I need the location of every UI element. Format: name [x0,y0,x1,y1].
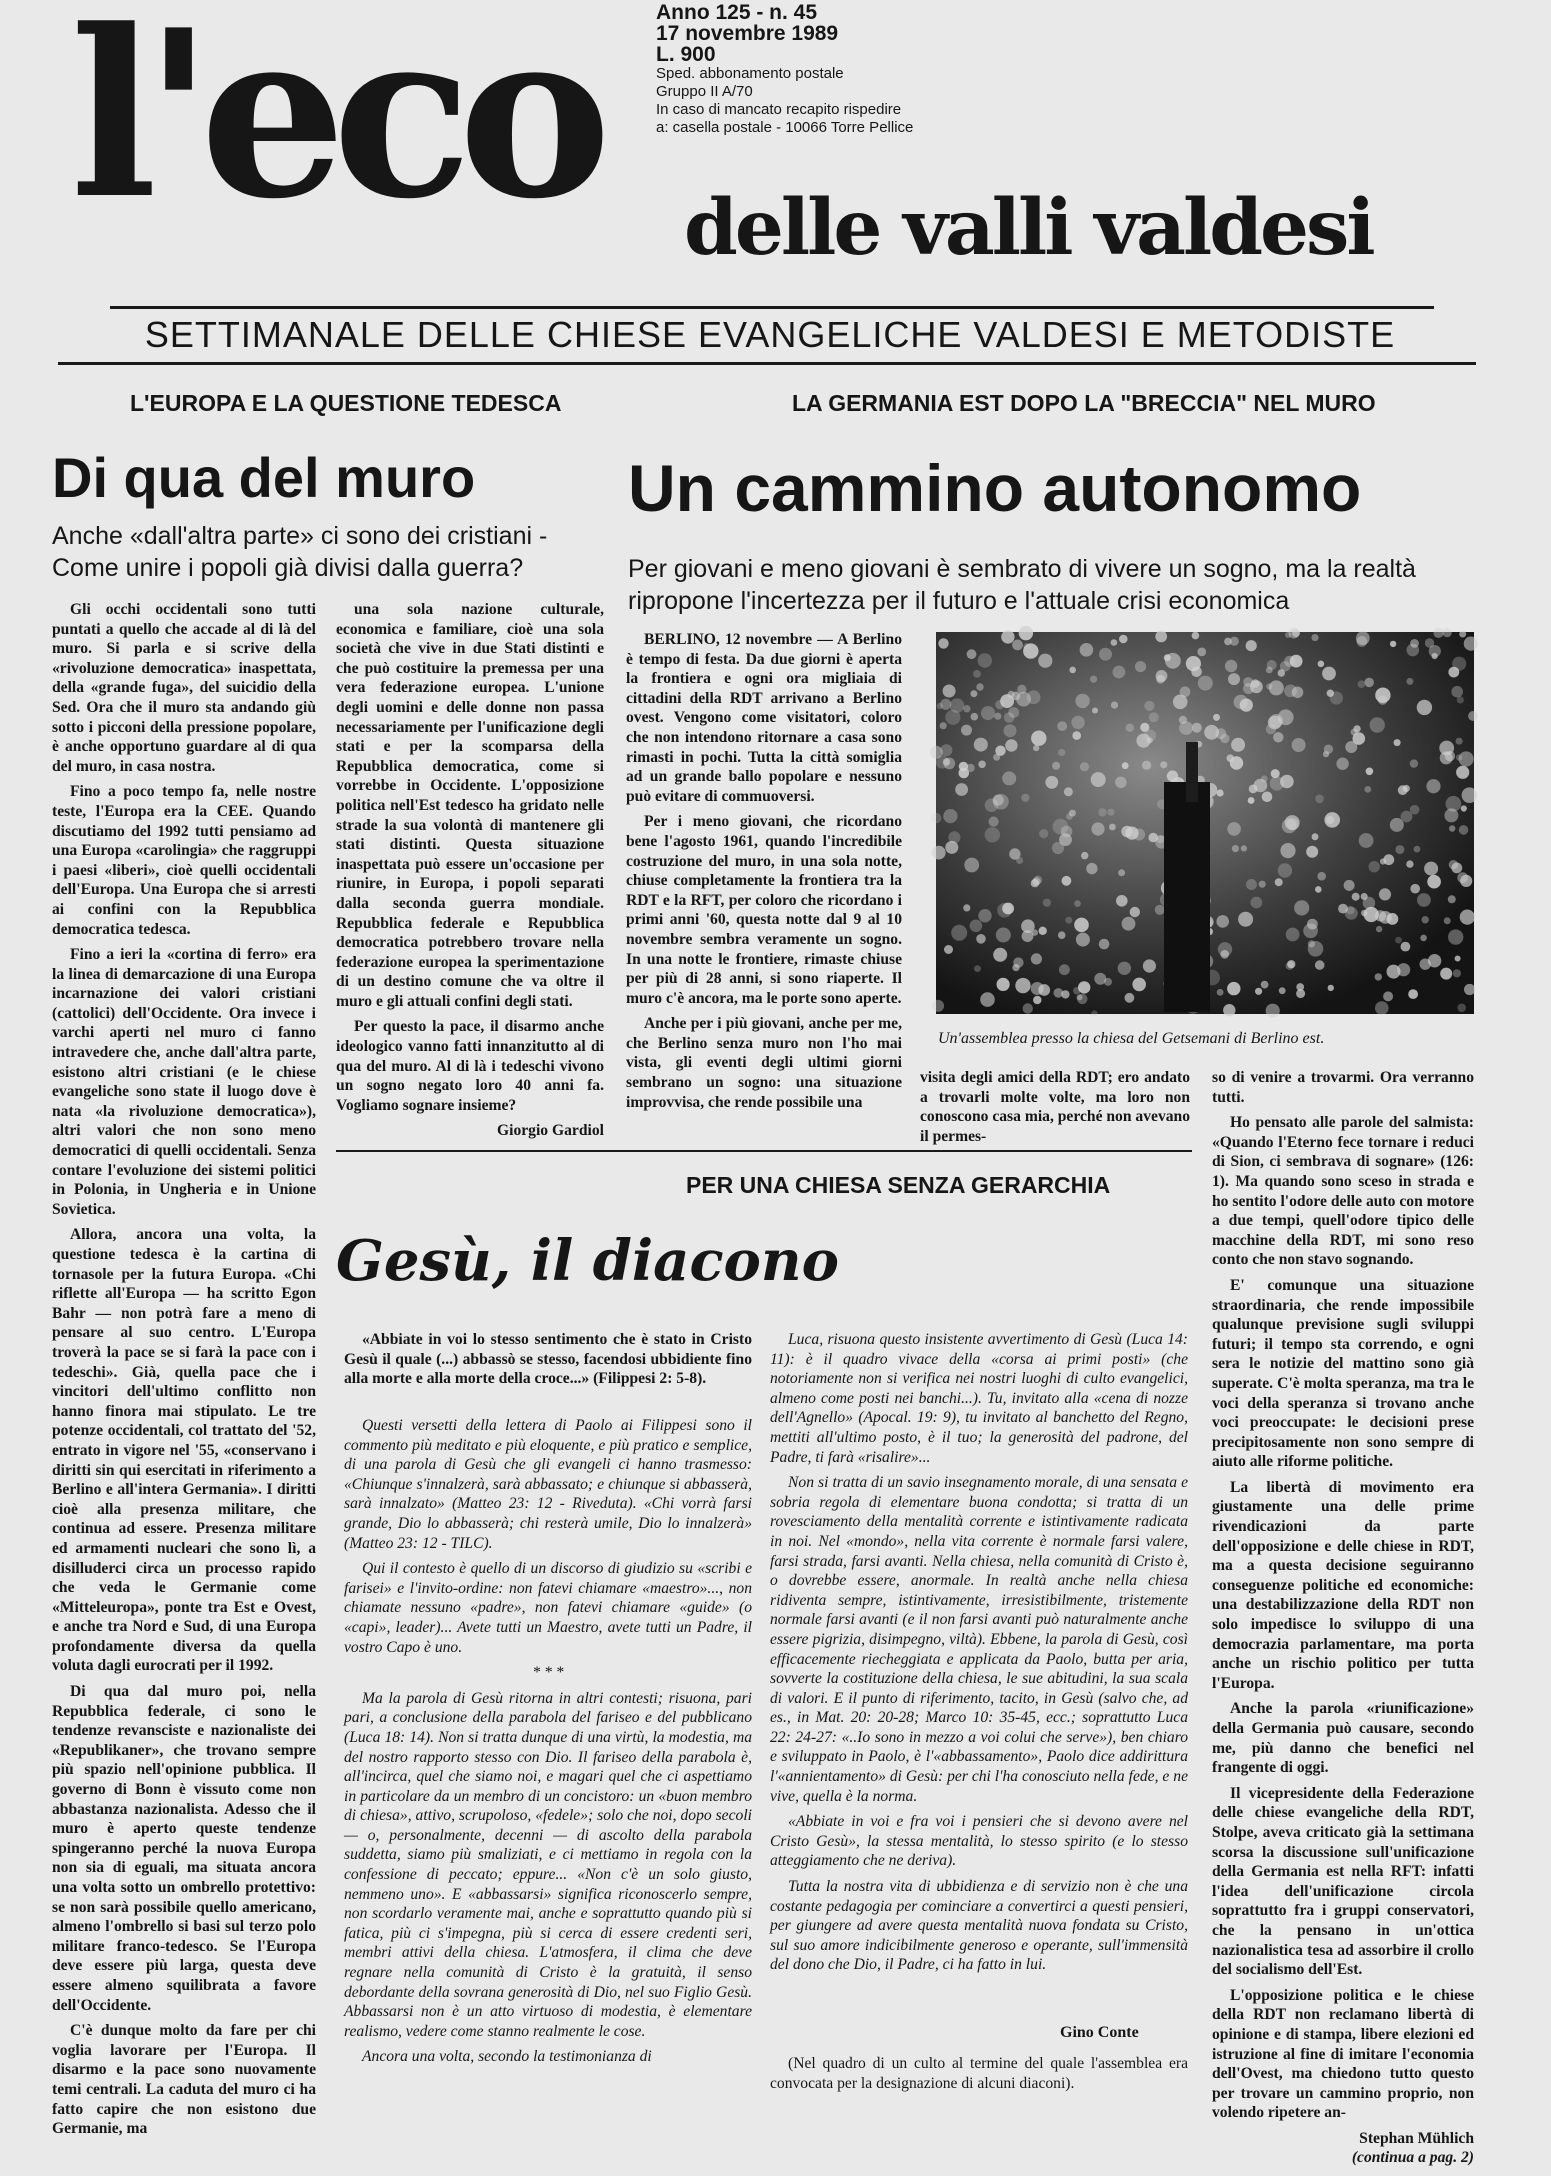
photo-caption: Un'assemblea presso la chiesa del Getsemani di Berlino est. [938,1030,1325,1047]
article3-column-2 [770,1330,1188,2010]
article2-col1-p: Per i meno giovani, che ricordano bene l'agosto 1961, quando l'incredibile costruzione del muro, in una sola notte, chiuse completamente la frontiera tra la RDT e la RFT, per coloro che ricordano i primi anni '60, questa notte dal 9 al 10 novembre sembra veramente un sogno. In una notte le frontiere, rimaste chiuse per più di 28 anni, si sono riaperte. Il muro c'è ancora, ma le porte sono aperte. [626,813,902,1007]
article2-col3-p: La libertà di movimento era giustamente una delle prime rivendicazioni da parte dell'opposizione e delle chiese in RDT, ma a questa decisione seguiranno conseguenze politiche ed economiche: una destabilizzazione della RDT non solo impedisce lo sviluppo di una democrazia parlamentare, ma porta anche un rischio politico per tutta l'Europa. [1212,1478,1474,1692]
masthead-rule-top [110,306,1434,309]
masthead-rule-bottom [58,362,1476,365]
assembly-photo [936,632,1474,1014]
article2-col3-p: Anche la parola «riunificazione» della Germania può causare, secondo me, più danno che benefici nel frangente di oggi. [1212,1700,1474,1777]
postal-line-2: Gruppo II A/70 [656,83,753,100]
article1-col2-p: una sola nazione culturale, economica e familiare, cioè una sola società che vive in due Stati distinti e che può costituire la premessa per una vera federazione europea. L'unione degli uomini e delle donne non passa necessariamente per l'unificazione degli stati e per la scomparsa della Repubblica democratica, come si vorrebbe in Occidente. L'opposizione politica nell'Est tedesco ha gridato nelle strade la sua volontà di mantenere gli stati distinti. Questa situazione inaspettata può essere un'occasione per riunire, in Europa, i popoli separati dalla seconda guerra mondiale. Repubblica federale e Repubblica democratica potrebbero trovare nella federazione europea la sperimentazione di un destino comune che va oltre il muro e gli attuali confini degli stati. [336,601,604,1010]
article3-title: Gesù, il diacono [336,1228,839,1294]
article3-col2-p: Luca, risuona questo insistente avvertimento di Gesù (Luca 14: 11): è il quadro vivace della «corsa ai primi posti» (che notoriamente non si verifica nei nostri luoghi di culto evangelici, almeno come posti nei banchi...). Tu, invitato alla «cena di nozze dell'Agnello» (Apocal. 19: 9), tu invitato al banchetto del Regno, mettiti all'ultimo posto, è il tuo; la generosità del padrone, del Padre, ti farà «risalire»... [770,1331,1188,1466]
article1-author: Giorgio Gardiol [497,1122,604,1140]
article3-note [770,2054,1188,2134]
article3-col1-p: Ma la parola di Gesù ritorna in altri contesti; risuona, pari pari, a conclusione della parabola del fariseo e del pubblicano (Luca 18: 14). Non si tratta dunque di una virtù, la modestia, ma del nostro rapporto stesso con Dio. Il fariseo della parabola è, all'incirca, quel che siamo noi, e magari quel che ci aspettiamo in particolare da un membro di un concistoro: un «buon membro di chiesa», attivo, scrupoloso, «fedele»; solo che noi, dopo secoli — o, personalmente, decenni — di ascolto della parabola suddetta, siamo più smaliziati, e ci mettiamo in regola con la confessione di peccato; eppure... «Non c'è un solo giusto, nemmeno uno». E «abbassarsi» significa riconoscerlo sempre, non scordarlo veramente mai, anche e soprattutto quando più si fatica, più ci s'impegna, più si cerca di essere credenti seri, membri attivi della chiesa. L'atmosfera, il clima che deve regnare nella comunità di Cristo è la gratuità, il senso debordante della sovrana generosità di Dio, nel suo Figlio Gesù. Abbassarsi non è un atto virtuoso di modestia, è elementare realismo, vedere come stanno realmente le cose. [344,1689,752,2040]
issue-number: Anno 125 - n. 45 [656,1,818,24]
article2-column-2 [920,1068,1190,1148]
article3-col1-p: Ancora una volta, secondo la testimonianza di [362,2048,652,2066]
article3-epigraph [344,1330,752,1400]
article1-column-2 [336,600,604,1140]
article1-col1-p: Allora, ancora una volta, la questione tedesca è la cartina di tornasole per la futura Europa. «Chi riflette all'Europa — ha scritto Egon Bahr — non potrà fare a meno di pensare al suo centro. L'Europa troverà la pace se si farà la pace con i tedeschi». Già, quella pace che i vincitori dell'ultimo conflitto non hanno finora mai stipulato. Le tre potenze occidentali, col trattato del '52, entrato in vigore nel '55, «conservano i diritti sin qui esercitati in riferimento a Berlino e all'intera Germania». I diritti cioè alla presenza militare, che continua ad essere. Presenza militare ed armamenti nucleari che sono lì, a disilluderci circa un processo rapido che veda le Germanie come «Mitteleuropa», ponte tra Est e Ovest, e anche tra Nord e Sud, di una Europa profondamente diversa da quella voluta dagli eurocrati per il 1992. [52,1226,316,1675]
article1-title: Di qua del muro [52,446,476,509]
article3-col1-p: Questi versetti della lettera di Paolo ai Filippesi sono il commento più meditato e più eloquente, e più pratico e semplice, di una parola di Gesù che gli evangeli ci hanno trasmesso: «Chiunque s'innalzerà, sarà abbassato; e chiunque si abbasserà, sarà innalzato» (Matteo 23: 12 - Riveduta). «Chi vorrà farsi grande, Dio lo abbasserà; chi resterà umile, Dio lo innalzerà» (Matteo 23: 12 - TILC). [344,1417,752,1552]
article2-col1-p: Anche per i più giovani, anche per me, che Berlino senza muro non l'ho mai vista, gli eventi degli ultimi giorni sembrano un sogno: una situazione improvvisa, che rende possibile una [626,1015,902,1111]
masthead-logo: l'eco [70,0,598,250]
article1-column-1 [52,600,316,2138]
article3-note-text: (Nel quadro di un culto al termine del quale l'assemblea era convocata per la designazione di alcuni diaconi). [770,2055,1188,2092]
postal-line-3: In caso di mancato recapito rispedire [656,101,902,118]
section-separator: * * * [532,1664,564,1682]
article2-col3-p: E' comunque una situazione straordinaria, che rende impossibile qualunque previsione sugli sviluppi futuri; il tempo sta correndo, e ogni sera le notizie del mattino sono già superate. C'è molta speranza, ma tra le voci della speranza si trovano anche voci preoccupate: le decisioni prese precipitosamente non sono sempre di aiuto alle riforme politiche. [1212,1276,1474,1471]
article2-author: Stephan Mühlich [1359,2129,1474,2147]
article3-col2-p: «Abbiate in voi e fra voi i pensieri che si devono avere nel Cristo Gesù», la stessa mentalità, lo stesso spirito (e lo stesso atteggiamento che ne deriva). [770,1813,1188,1870]
postal-line-1: Sped. abbonamento postale [656,65,844,82]
article2-col1-p: BERLINO, 12 novembre — A Berlino è tempo di festa. Da due giorni è aperta la frontiera e ogni ora migliaia di cittadini della RDT arrivano a Berlino ovest. Vengono come visitatori, coloro che non intendono ritornare a casa sono rimasti in pochi. Tutta la città somiglia ad un grande ballo popolare e nessuno può evitare di commuoversi. [626,631,902,805]
article1-kicker: L'EUROPA E LA QUESTIONE TEDESCA [130,390,562,416]
article1-col1-p: C'è dunque molto da fare per chi voglia lavorare per l'Europa. Il disarmo e la pace sono nuovamente temi centrali. La caduta del muro ci ha fatto capire che non esistono due Germanie, ma [52,2022,316,2138]
article2-kicker: LA GERMANIA EST DOPO LA "BRECCIA" NEL MURO [792,390,1376,416]
article2-col3-p: Il vicepresidente della Federazione delle chiese evangeliche della RDT, Stolpe, aveva criticato già la settimana scorsa la discussione sull'unificazione della Germania est nella RFT: infatti l'idea dell'unificazione circola soprattutto fra i gruppi conservatori, che la pensano in un'ottica nazionalistica tesa ad assorbire il crollo del socialismo dell'Est. [1212,1784,1474,1979]
article2-column-1 [626,630,902,1140]
article2-col3-p: Ho pensato alle parole del salmista: «Quando l'Eterno fece tornare i reduci di Sion, ci sembrava di sognare» (126: 1). Ma quando sono sceso in strada e ho sentito l'odore delle auto con motore a due tempi, quell'odore tipico delle macchine della RDT, mi sono reso conto che non stavo sognando. [1212,1114,1474,1269]
article1-col1-p: Di qua dal muro poi, nella Repubblica federale, ci sono le tendenze revansciste e nazionaliste dei «Republikaner», che trovano sempre più spazio nell'opinione pubblica. Il governo di Bonn è vissuto come non abbastanza nazionalista. Adesso che il muro è aperto queste tendenze spingeranno perché la nuova Europa non sia di eguali, ma situata ancora una volta sotto un ombrello protettivo: se non sarà possibile quello americano, almeno l'ombrello si basi sul terzo polo militare franco-tedesco. Se l'Europa deve essere più larga, questa deve essere almeno squilibrata a favore dell'Occidente. [52,1683,316,2014]
article3-col1-p: Qui il contesto è quello di un discorso di giudizio su «scribi e farisei» e l'invito-ordine: non fatevi chiamare «maestro»..., non chiamate nessuno «padre», non fatevi chiamare «guide» (o «capi», leader)... Avete tutti un Maestro, avete tutti un Padre, il vostro Capo è uno. [344,1560,752,1656]
crowd-image [936,632,1474,1014]
article1-col1-p: Fino a poco tempo fa, nelle nostre teste, l'Europa era la CEE. Quando discutiamo del 1992 tutti pensiamo ad una Europa «carolingia» che raggruppi i paesi «liberi», cioè quelli occidentali dell'Europa. Una Europa che si arresti ai confini con la Repubblica democratica tedesca. [52,783,316,938]
article1-col1-p: Gli occhi occidentali sono tutti puntati a quello che accade al di là del muro. Si parla e si scrive della «rivoluzione democratica» inaspettata, della «grande fuga», del suicidio della Sed. Ora che il muro sta andando giù sotto i picconi della pressione popolare, è anche opportuno guardare al di qua del muro, in casa nostra. [52,601,316,775]
issue-price: L. 900 [656,43,716,66]
article1-col1-p: Fino a ieri la «cortina di ferro» era la linea di demarcazione di una Europa incarnazione dei valori cristiani (cattolici) dell'Occidente. Ora invece i varchi aperti nel muro ci fanno intravedere che, anche dall'altra parte, esistono altri cristiani (e le chiese evangeliche sono state il luogo dove è nata «la rivoluzione democratica»), altri valori che non sono meno democratici di quelli occidentali. Senza contare l'evoluzione dei sistemi politici in Polonia, in Ungheria e in Unione Sovietica. [52,946,316,1218]
continued-note: (continua a pag. 2) [1351,2149,1474,2167]
article2-title: Un cammino autonomo [628,451,1362,525]
article3-author: Gino Conte [1060,2024,1139,2041]
article3-rule [336,1150,1192,1152]
article2-col3-p: L'opposizione politica e le chiese della RDT non reclamano libertà di opinione e di stampa, libere elezioni ed istruzione al fine di imitare l'economia dell'Ovest, ma chiedono tutto questo per trovare un cammino proprio, non volendo ripetere an- [1212,1986,1474,2122]
article2-col2-p: visita degli amici della RDT; ero andato a trovarli molte volte, ma loro non conoscono casa mia, perché non avevano il permes- [920,1069,1191,1145]
issue-info [656,2,913,137]
article1-deck: Anche «dall'altra parte» ci sono dei cristiani - Come unire i popoli già divisi dalla guerra? [52,522,548,582]
article3-col2-p: Tutta la nostra vita di ubbidienza e di servizio non è che una costante pedagogia per cominciare a convertirci a questi pensieri, per giungere ad avere questa mentalità nuova fondata su Cristo, sul suo amore indicibilmente generoso e operante, sull'immensità del dono che Dio, il Padre, ci ha fatto in lui. [770,1878,1188,1974]
postal-line-4: a: casella postale - 10066 Torre Pellice [656,119,914,136]
article3-epigraph-text: «Abbiate in voi lo stesso sentimento che è stato in Cristo Gesù il quale (...) abbassò se stesso, facendosi ubbidiente fino alla morte e alla morte della croce...» (Filippesi 2: 5-8). [344,1331,752,1388]
article1-col2-p: Per questo la pace, il disarmo anche ideologico vanno fatti innanzitutto al di qua del muro. Al di là i tedeschi vivono un sogno negato loro 40 anni fa. Vogliamo sognare insieme? [336,1018,604,1114]
article2-column-3 [1212,1068,1474,2167]
masthead-tagline: SETTIMANALE DELLE CHIESE EVANGELICHE VALDESI E METODISTE [144,314,1396,355]
article3-kicker: PER UNA CHIESA SENZA GERARCHIA [686,1172,1111,1198]
article2-deck: Per giovani e meno giovani è sembrato di vivere un sogno, ma la realtà ripropone l'incertezza per il futuro e l'attuale crisi economica [628,555,1416,615]
article3-col2-p: Non si tratta di un savio insegnamento morale, di una sensata e sobria regola di elementare buona condotta; si tratta di un rovesciamento della mentalità corrente e istintivamente radicata in noi. Nel «mondo», nella vita corrente è normale farsi valere, farsi strada, farsi avanti. Nella chiesa, nella comunità di Cristo è, o dovrebbe essere, anormale. In realtà anche nella chiesa ridiventa sempre, istintivamente, irresistibilmente, tristemente normale farsi avanti (e il non farsi avanti può naturalmente anche essere pigrizia, disimpegno, viltà). Ebbene, la parola di Gesù, così efficacemente riecheggiata e applicata da Paolo, butta per aria, sovverte la costituzione della chiesa, le sue abitudini, la sua scala di valori. E il punto di riferimento, tacito, in Gesù (salvo che, ad es., in Mat. 20: 20-28; Marco 10: 35-45, ecc.; soprattutto Luca 22: 24-27: «..Io sono in mezzo a voi colui che serve»), ben chiaro e sviluppato in Paolo, è l'«abbassamento», Paolo dice addirittura l'«annientamento» di Gesù: per chi l'ha conosciuto nella fede, e ne vive, quella è la norma. [770,1474,1188,1805]
article2-col3-p: so di venire a trovarmi. Ora verranno tutti. [1212,1069,1474,1106]
masthead-subtitle: delle valli valdesi [684,183,1373,273]
issue-date: 17 novembre 1989 [656,22,839,45]
article3-column-1 [344,1416,752,2116]
